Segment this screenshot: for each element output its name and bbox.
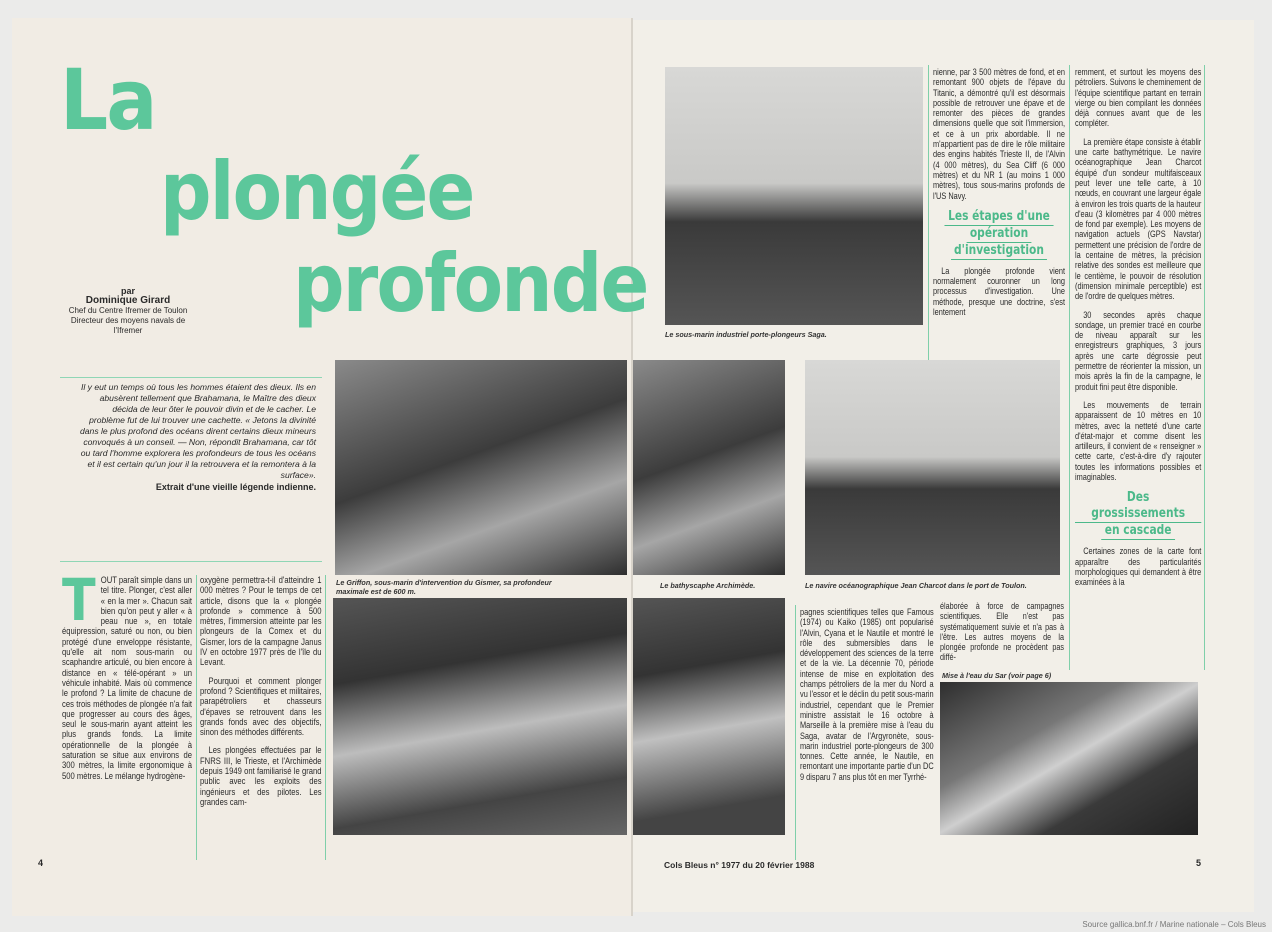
paragraph: oxygène permettra-t-il d'atteindre 1 000 mètres ? Pour le temps de cet article, disons que la « plongée profonde » commence à 500 mètres, l'immersion atteinte par les plongeurs de la Comex et du Gismer, lors de la campagne Janus IV en octobre 1977 près de l'île du Levant. xyxy=(200,575,322,668)
author-role-1: Chef du Centre Ifremer de Toulon xyxy=(68,306,188,315)
title-line-2: plongée xyxy=(160,145,474,238)
caption-archimede: Le bathyscaphe Archimède. xyxy=(660,581,756,590)
photo-submarine-surface xyxy=(333,598,627,835)
photo-griffon xyxy=(335,360,627,575)
article-column-3 xyxy=(800,607,934,790)
page-number-right: 5 xyxy=(1196,858,1202,868)
heading-line: opération xyxy=(967,226,1032,243)
epigraph-source: Extrait d'une vieille légende indienne. xyxy=(155,482,316,492)
author-name: Dominique Girard xyxy=(85,295,171,306)
heading-grossissements xyxy=(1075,490,1201,540)
heading-etapes xyxy=(933,209,1065,260)
column-rule xyxy=(928,65,929,360)
photo-archimede xyxy=(633,360,785,575)
paragraph: La première étape consiste à établir une carte bathymétrique. Le navire océanographique Jean Charcot équipé d'un sondeur multifaisceaux peut lever une telle carte, à 10 nœuds, en couvrant une largeur égale à environ les trois quarts de la hauteur d'eau (3 kilomètres par 4 000 mètres de fond par exemple). Les moyens de navigation actuels (GPS Navstar) permettent une précision de l'ordre de la centaine de mètres, la précision relative des sondes est meilleure que le centième, le pouvoir de résolution (dimension minimale perceptible) est de l'ordre de quelques mètres. xyxy=(1075,136,1202,302)
column-rule xyxy=(325,575,326,860)
author-role-2: Directeur des moyens navals de l'Ifremer xyxy=(70,316,186,335)
caption-griffon: Le Griffon, sous-marin d'intervention du Gismer, sa profondeur maximale est de 600 m. xyxy=(336,578,552,596)
caption-saga: Le sous-marin industriel porte-plongeurs Saga. xyxy=(665,330,827,339)
heading-line: d'investigation xyxy=(951,243,1047,260)
photo-saga xyxy=(665,67,923,325)
column-rule xyxy=(1069,65,1070,670)
source-credit: Source gallica.bnf.fr / Marine nationale – Cols Bleus xyxy=(1082,920,1266,929)
paragraph: Pourquoi et comment plonger profond ? Scientifiques et militaires, parapétroliers et chasseurs d'épaves se retrouvent dans les grands fonds avec des objectifs, sinon des méthodes différents. xyxy=(200,675,322,738)
article-column-4c xyxy=(940,601,1064,671)
drop-cap: T xyxy=(62,566,96,634)
page-number-left: 4 xyxy=(38,858,44,868)
paragraph: nienne, par 3 500 mètres de fond, et en remontant 900 objets de l'épave du Titanic, a démontré qu'il est désormais possible de retrouver une épave et de remonter des pièces de grandes dimensions quelle que soit l'immersion, et ce à un prix abordable. Il ne m'appartient pas de dire le rôle militaire des engins habités Trieste II, de l'Alvin (4 000 mètres), du Sea Cliff (6 000 mètres) et du NR 1 (au moins 1 000 mètres), tous sous-marins profonds de l'US Navy. xyxy=(933,67,1066,201)
heading-line: Les étapes d'une xyxy=(945,209,1053,226)
photo-jean-charcot xyxy=(805,360,1060,575)
paragraph: pagnes scientifiques telles que Famous (1974) ou Kaiko (1985) ont popularisé l'Alvin, Cyana et le Nautile et montré le rôle des submersibles dans le développement des sciences de la terre et de la vie. La décennie 70, période intense de mise en exploitation des champs pétroliers de la mer du Nord a vu l'essor et le déclin du petit sous-marin industriel, cependant que le Premier ministre assistait le 16 octobre à Marseille à la première mise à l'eau du Saga, avatar de l'Argyronète, sous-marin industriel porte-plongeurs de 300 tonnes. Cette année, le Nautile, en remontant une importante partie d'un DC 9 disparu 7 ans plus tôt en mer Tyrrhé- xyxy=(800,607,934,782)
paragraph: Certaines zones de la carte font apparaître des particularités morphologiques qui demandent à être examinées à la xyxy=(1075,546,1202,588)
column-rule xyxy=(1204,65,1205,670)
caption-charcot: Le navire océanographique Jean Charcot dans le port de Toulon. xyxy=(805,581,1027,590)
photo-submarine-wake xyxy=(633,598,785,835)
paragraph: OUT paraît simple dans un tel titre. Plonger, c'est aller « en la mer ». Chacun sait bien qu'on peut y aller « à peau nue », en totale équipression, saturé ou non, ou bien protégé d'une enveloppe résistante, qu'elle ait nom sous-marin ou scaphandre articulé, ou bien encore à distance en « télé-opérant » un véhicule inhabité. Mais où commence le profond ? La limite de chacune de ces trois méthodes de plongée n'a fait que progresser au cours des âges, seul le sous-marin ayant atteint les plus grands fonds. La limite opérationnelle de la plongée à saturation se situe aux environs de 300 mètres, la limite ergonomique à 500 mètres. Le mélange hydrogène- xyxy=(62,575,193,781)
issue-line: Cols Bleus n° 1977 du 20 février 1988 xyxy=(664,860,815,870)
paragraph: 30 secondes après chaque sondage, un premier tracé en courbe de niveau apparaît sur les enregistreurs graphiques, 3 jours après une carte dégrossie peut permettre de réorienter la mission, un mois après la fin de la campagne, le produit fini peut être disponible. xyxy=(1075,309,1202,392)
paragraph: La plongée profonde vient normalement couronner un long processus d'investigation. Une méthode, presque une doctrine, s'est lentement xyxy=(933,265,1066,318)
column-rule xyxy=(196,575,197,860)
byline-par: par xyxy=(120,286,135,296)
caption-sar: Mise à l'eau du Sar (voir page 6) xyxy=(942,671,1052,680)
heading-line: en cascade xyxy=(1101,523,1174,540)
paragraph: Les mouvements de terrain apparaissent de 10 mètres en 10 mètres, avec la netteté d'une carte d'état-major et comme disent les artilleurs, il convient de « renseigner » cette carte, c'est-à-dire d'y rajouter toutes les informations possibles et imaginables. xyxy=(1075,399,1202,482)
paragraph: remment, et surtout les moyens des pétroliers. Suivons le cheminement de l'équipe scientifique partant en terrain vierge ou bien compilant les données déjà connues avant que de les compléter. xyxy=(1075,67,1202,129)
article-column-1 xyxy=(62,566,193,781)
epigraph-text: Il y eut un temps où tous les hommes étaient des dieux. Ils en abusèrent tellement que Brahamana, le Maître des dieux décida de leur ôter le pouvoir divin et de le cacher. Le problème fut de lui trouver une cachette. « Jetons la divinité dans le plus profond des océans dirent certains dieux mineurs convoqués à un conseil. — Non, répondit Brahamana, car tôt ou tard l'homme explorera les profondeurs de tous les océans et il est certain qu'un jour il la retrouvera et la remontera à la surface». xyxy=(80,382,316,480)
paragraph: élaborée à force de campagnes scientifiques. Elle n'est pas systématiquement suivie et n'a pas à l'être. Les autres moyens de la plongée profonde ne procèdent pas diffé- xyxy=(940,601,1064,663)
epigraph xyxy=(60,377,322,562)
byline xyxy=(58,286,198,336)
heading-line: Des grossissements xyxy=(1075,490,1201,523)
paragraph: Les plongées effectuées par le FNRS III, le Trieste, et l'Archimède depuis 1949 ont familiarisé le grand public avec les exploits des ingénieurs et des pilotes. Les grandes cam- xyxy=(200,745,322,807)
title-line-1: La xyxy=(60,51,156,149)
article-column-2 xyxy=(200,575,322,815)
photo-sar xyxy=(940,682,1198,835)
title-line-3: profonde xyxy=(293,237,648,330)
article-column-4 xyxy=(933,67,1065,325)
article-column-5 xyxy=(1075,67,1201,595)
column-rule xyxy=(795,605,796,860)
